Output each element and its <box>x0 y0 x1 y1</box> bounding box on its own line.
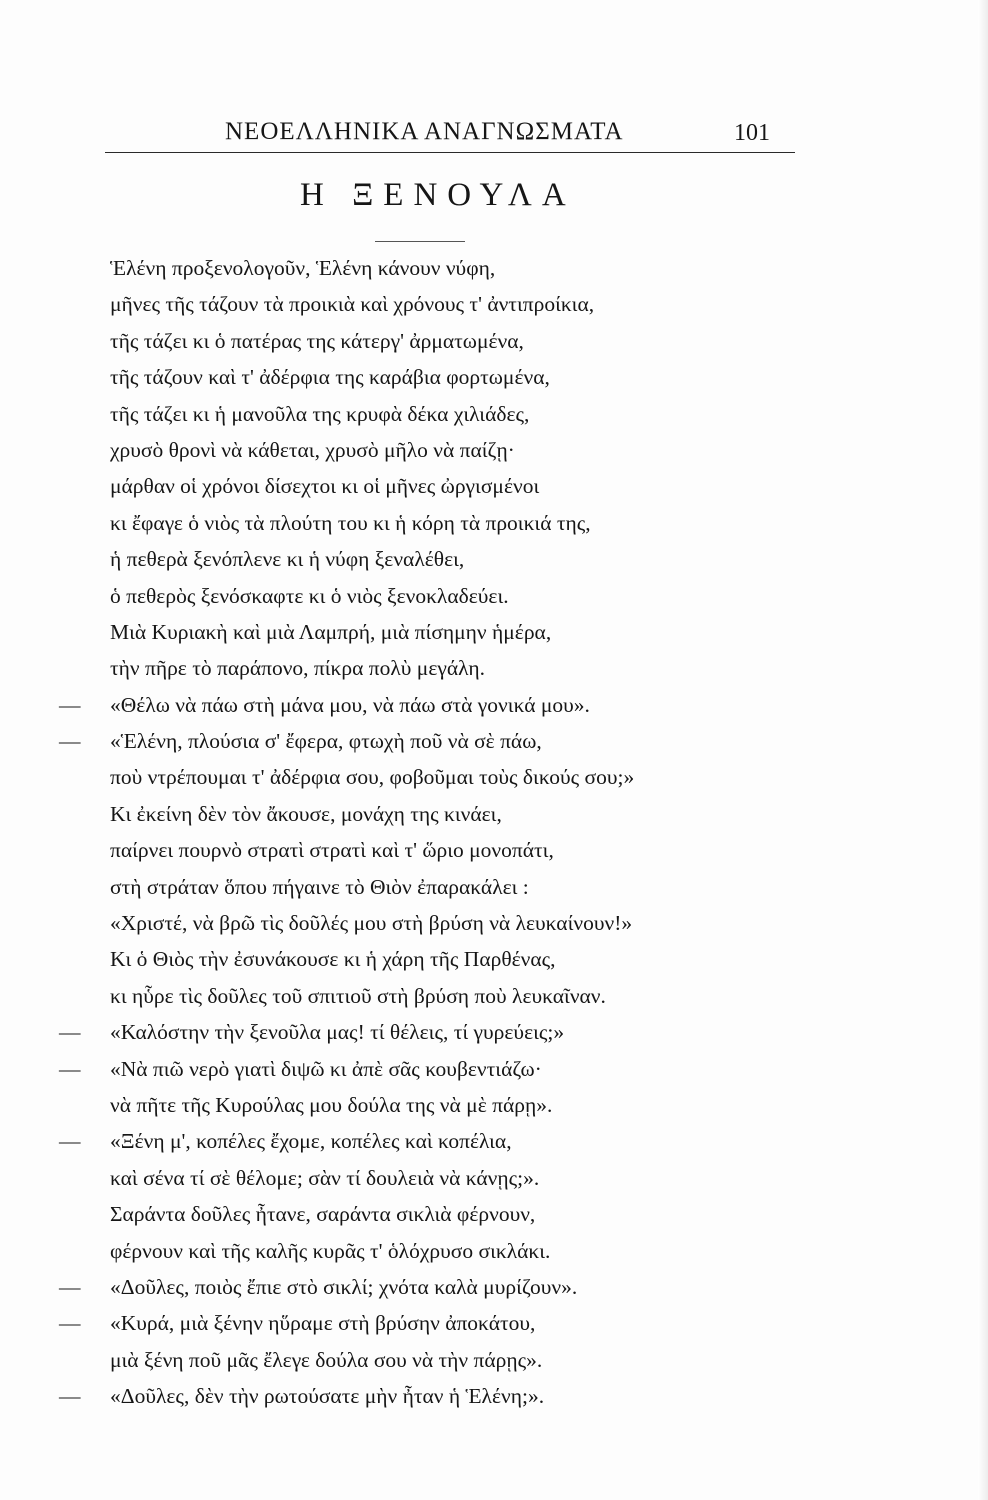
verse-text: «Δοῦλες, δὲν τὴν ρωτούσατε μὴν ἦταν ἡ Ἑλένη;». <box>110 1384 545 1409</box>
poem-verse <box>55 1196 755 1232</box>
poem-verse <box>55 1342 755 1378</box>
verse-text: νὰ πῆτε τῆς Κυρούλας μου δούλα της νὰ μὲ πάρῃ». <box>110 1092 553 1117</box>
verse-text: «Ξένη μ', κοπέλες ἔχομε, κοπέλες καὶ κοπέλια, <box>110 1129 512 1154</box>
verse-text: κι ηὗρε τὶς δοῦλες τοῦ σπιτιοῦ στὴ βρύση ποὺ λευκαῖναν. <box>110 983 606 1008</box>
verse-text: «Ἑλένη, πλούσια σ' ἔφερα, φτωχὴ ποῦ νὰ σὲ πάω, <box>110 729 542 754</box>
dialogue-dash: — <box>59 1056 81 1081</box>
poem-verse <box>55 578 755 614</box>
poem-verse <box>55 941 755 977</box>
verse-text: «Καλόστην τὴν ξενοῦλα μας! τί θέλεις, τί γυρεύεις;» <box>110 1020 565 1045</box>
poem-verse <box>55 869 755 905</box>
verse-text: «Θέλω νὰ πάω στὴ μάνα μου, νὰ πάω στὰ γονικά μου». <box>110 692 590 717</box>
poem-verse <box>55 1305 755 1341</box>
verse-text: Κι ὁ Θιὸς τὴν ἐσυνάκουσε κι ἡ χάρη τῆς Παρθένας, <box>110 947 556 972</box>
verse-text: «Δοῦλες, ποιὸς ἔπιε στὸ σικλί; χνότα καλὰ μυρίζουν». <box>110 1274 578 1299</box>
verse-text: Κι ἐκείνη δὲν τὸν ἄκουσε, μονάχη της κινάει, <box>110 801 502 826</box>
verse-text: τὴν πῆρε τὸ παράπονο, πίκρα πολὺ μεγάλη. <box>110 656 485 681</box>
verse-text: τῆς τάζει κι ὁ πατέρας της κάτεργ' ἀρματωμένα, <box>110 328 524 353</box>
poem-verse <box>55 1160 755 1196</box>
poem-verse <box>55 396 755 432</box>
title-rule <box>375 241 465 242</box>
dialogue-dash: — <box>59 1129 81 1154</box>
poem-verse <box>55 323 755 359</box>
verse-text: ἡ πεθερὰ ξενόπλενε κι ἡ νύφη ξεναλέθει, <box>110 547 465 572</box>
poem-verse <box>55 1014 755 1050</box>
poem-title: Η ΞΕΝΟΥΛΑ <box>300 177 576 213</box>
verse-text: Σαράντα δοῦλες ἦτανε, σαράντα σικλιὰ φέρνουν, <box>110 1202 536 1227</box>
poem-verse <box>55 759 755 795</box>
dialogue-dash: — <box>59 1311 81 1336</box>
dialogue-dash: — <box>59 1274 81 1299</box>
poem-verse <box>55 1233 755 1269</box>
poem-verse <box>55 1051 755 1087</box>
dialogue-dash: — <box>59 1384 81 1409</box>
verse-text: χρυσὸ θρονὶ νὰ κάθεται, χρυσὸ μῆλο νὰ παίζῃ· <box>110 437 515 462</box>
verse-text: «Νὰ πιῶ νερὸ γιατὶ διψῶ κι ἀπὲ σᾶς κουβεντιάζω· <box>110 1056 542 1081</box>
poem-verse <box>55 359 755 395</box>
poem-verse <box>55 614 755 650</box>
verse-text: στὴ στράταν ὅπου πήγαινε τὸ Θιὸν ἐπαρακάλει : <box>110 874 529 899</box>
poem-verse <box>55 541 755 577</box>
poem-verse <box>55 1378 755 1414</box>
verse-text: «Κυρά, μιὰ ξένην ηὕραμε στὴ βρύσην ἀποκάτου, <box>110 1311 536 1336</box>
verse-text: κι ἔφαγε ὁ νιὸς τὰ πλούτη του κι ἡ κόρη τὰ προικιά της, <box>110 510 591 535</box>
dialogue-dash: — <box>59 692 81 717</box>
verse-text: «Χριστέ, νὰ βρῶ τὶς δοῦλές μου στὴ βρύση νὰ λευκαίνουν!» <box>110 911 633 936</box>
poem-verse <box>55 650 755 686</box>
verse-text: μάρθαν οἱ χρόνοι δίσεχτοι κι οἱ μῆνες ὠργισμένοι <box>110 474 540 499</box>
poem-verse <box>55 250 755 286</box>
dialogue-dash: — <box>59 1020 81 1045</box>
verse-text: ποὺ ντρέπουμαι τ' ἀδέρφια σου, φοβοῦμαι τοὺς δικούς σου;» <box>110 765 635 790</box>
poem-verse <box>55 687 755 723</box>
page-header <box>105 118 795 158</box>
verse-text: τῆς τάζει κι ἡ μανοῦλα της κρυφὰ δέκα χιλιάδες, <box>110 401 530 426</box>
verse-text: ὁ πεθερὸς ξενόσκαφτε κι ὁ νιὸς ξενοκλαδεύει. <box>110 583 509 608</box>
verse-text: μιὰ ξένη ποῦ μᾶς ἔλεγε δούλα σου νὰ τὴν πάρῃς». <box>110 1347 543 1372</box>
dialogue-dash: — <box>59 729 81 754</box>
poem-verse <box>55 505 755 541</box>
poem-verse <box>55 432 755 468</box>
poem-verse <box>55 1087 755 1123</box>
verse-text: παίρνει πουρνὸ στρατὶ στρατὶ καὶ τ' ὥριο μονοπάτι, <box>110 838 554 863</box>
page-edge-shadow <box>978 0 988 1500</box>
poem-verse <box>55 832 755 868</box>
poem-verse <box>55 1269 755 1305</box>
verse-text: Μιὰ Κυριακὴ καὶ μιὰ Λαμπρή, μιὰ πίσημην ἡμέρα, <box>110 619 552 644</box>
poem-verse <box>55 978 755 1014</box>
poem-body <box>55 250 755 1415</box>
poem-verse <box>55 905 755 941</box>
poem-verse <box>55 723 755 759</box>
page-number: 101 <box>734 120 770 146</box>
header-rule <box>105 152 795 153</box>
poem-verse <box>55 286 755 322</box>
verse-text: καὶ σένα τί σὲ θέλομε; σὰν τί δουλειὰ νὰ κάνῃς;». <box>110 1165 540 1190</box>
poem-verse <box>55 468 755 504</box>
running-title: ΝΕΟΕΛΛΗΝΙΚΑ ΑΝΑΓΝΩΣΜΑΤΑ <box>225 118 624 145</box>
verse-text: τῆς τάζουν καὶ τ' ἀδέρφια της καράβια φορτωμένα, <box>110 365 550 390</box>
verse-text: μῆνες τῆς τάζουν τὰ προικιὰ καὶ χρόνους τ' ἀντιπροίκια, <box>110 292 595 317</box>
poem-verse <box>55 1123 755 1159</box>
verse-text: Ἑλένη προξενολογοῦν, Ἑλένη κάνουν νύφη, <box>110 256 496 280</box>
verse-text: φέρνουν καὶ τῆς καλῆς κυρᾶς τ' ὁλόχρυσο σικλάκι. <box>110 1238 551 1263</box>
poem-verse <box>55 796 755 832</box>
